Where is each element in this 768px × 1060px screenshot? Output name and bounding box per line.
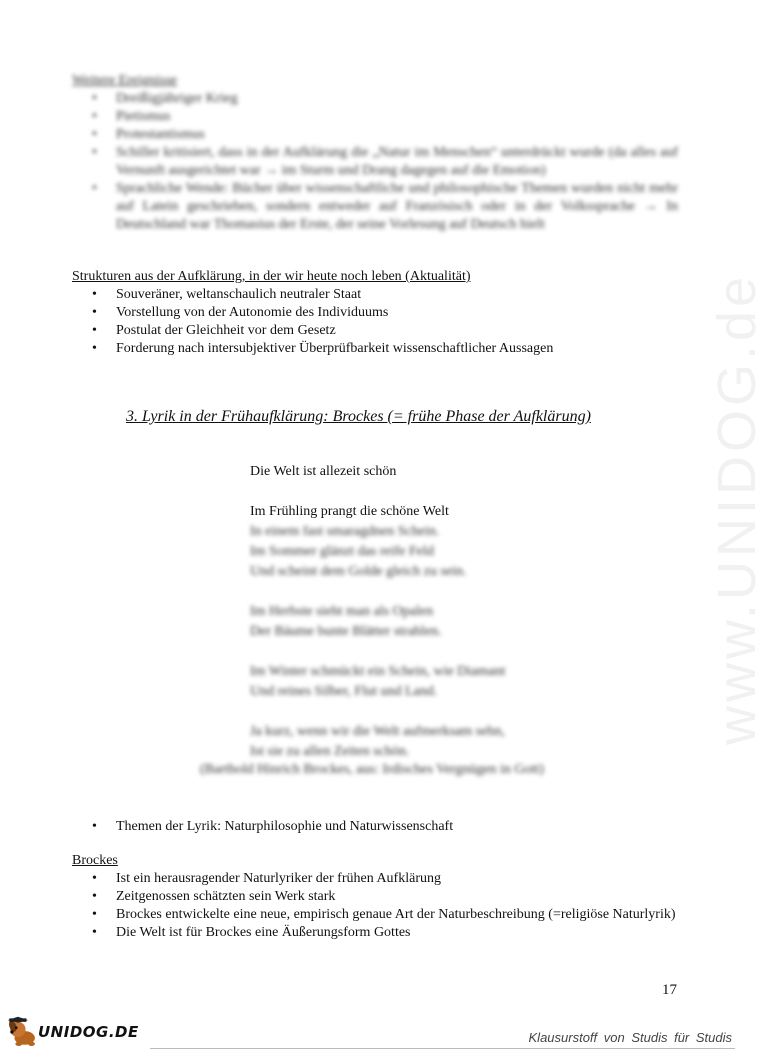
- footer-slogan: Klausurstoff von Studis für Studis: [528, 1030, 732, 1045]
- themes-section: [72, 818, 678, 836]
- poem: [200, 462, 630, 777]
- dog-icon: [6, 1015, 40, 1049]
- page-number: 17: [662, 982, 677, 998]
- themes-list: [72, 818, 678, 836]
- list-item: • Schiller kritisiert, dass in der Aufklärung die „Natur im Menschen“ unterdrückt wurde (da alles auf Vernunft ausgerichtet war → im Sturm und Drang dagegen auf die Emotion): [72, 144, 678, 180]
- list-item: • Postulat der Gleichheit vor dem Gesetz: [72, 322, 678, 340]
- logo-text: UNIDOG.DE: [38, 1023, 139, 1041]
- poem-line: Im Frühling prangt die schöne Welt: [250, 504, 449, 519]
- poem-line: Ja kurz, wenn wir die Welt aufmerksam sehn,: [250, 724, 505, 739]
- section-title: 3. Lyrik in der Frühaufklärung: Brockes (= frühe Phase der Aufklärung): [126, 408, 591, 425]
- list-item: • Brockes entwickelte eine neue, empirisch genaue Art der Naturbeschreibung (=religiöse Naturlyrik): [72, 906, 678, 924]
- events-section: [72, 72, 678, 234]
- poem-line: Im Sommer glänzt das reife Feld: [250, 544, 434, 559]
- poem-line: Und reines Silber, Flut und Land.: [250, 684, 438, 699]
- poem-line: Im Winter schmückt ein Schein, wie Diamant: [250, 664, 506, 679]
- poem-source: (Barthold Hinrich Brockes, aus: Irdisches Vergnügen in Gott): [200, 762, 544, 777]
- brockes-heading: Brockes: [72, 853, 118, 868]
- list-item: • Protestantismus: [72, 126, 678, 144]
- watermark: www.UNIDOG.de: [707, 272, 767, 745]
- footer-divider: [150, 1048, 735, 1049]
- list-item: • Vorstellung von der Autonomie des Individuums: [72, 304, 678, 322]
- poem-line: In einem fast smaragdnen Schein.: [250, 524, 440, 539]
- structures-heading: Strukturen aus der Aufklärung, in der wir heute noch leben (Aktualität): [72, 269, 471, 284]
- poem-line: Der Bäume bunte Blätter strahlen.: [250, 624, 442, 639]
- poem-title: Die Welt ist allezeit schön: [250, 464, 397, 479]
- list-item: • Themen der Lyrik: Naturphilosophie und Naturwissenschaft: [72, 818, 678, 836]
- list-item: • Pietismus: [72, 108, 678, 126]
- list-item: • Zeitgenossen schätzten sein Werk stark: [72, 888, 678, 906]
- unidog-logo: [6, 1014, 139, 1050]
- brockes-list: [72, 870, 678, 942]
- poem-line: Ist sie zu allen Zeiten schön.: [250, 744, 410, 759]
- events-heading: Weitere Ereignisse: [72, 73, 177, 88]
- list-item: • Dreißigjähriger Krieg: [72, 90, 678, 108]
- list-item: • Sprachliche Wende: Bücher über wissenschaftliche und philosophische Themen wurden nicht mehr auf Latein geschrieben, sondern entweder auf Französisch oder in der Volkssprache → In Deutschland war Thomasius der Erste, der seine Vorlesung auf Deutsch hielt: [72, 180, 678, 234]
- list-item: • Forderung nach intersubjektiver Überprüfbarkeit wissenschaftlicher Aussagen: [72, 340, 678, 358]
- brockes-section: [72, 852, 678, 942]
- list-item: • Souveräner, weltanschaulich neutraler Staat: [72, 286, 678, 304]
- events-list: [72, 90, 678, 234]
- structures-section: [72, 268, 678, 358]
- list-item: • Die Welt ist für Brockes eine Äußerungsform Gottes: [72, 924, 678, 942]
- structures-list: [72, 286, 678, 358]
- list-item: • Ist ein herausragender Naturlyriker der frühen Aufklärung: [72, 870, 678, 888]
- poem-line: Im Herbste sieht man als Opalen: [250, 604, 434, 619]
- poem-line: Und scheint dem Golde gleich zu sein.: [250, 564, 467, 579]
